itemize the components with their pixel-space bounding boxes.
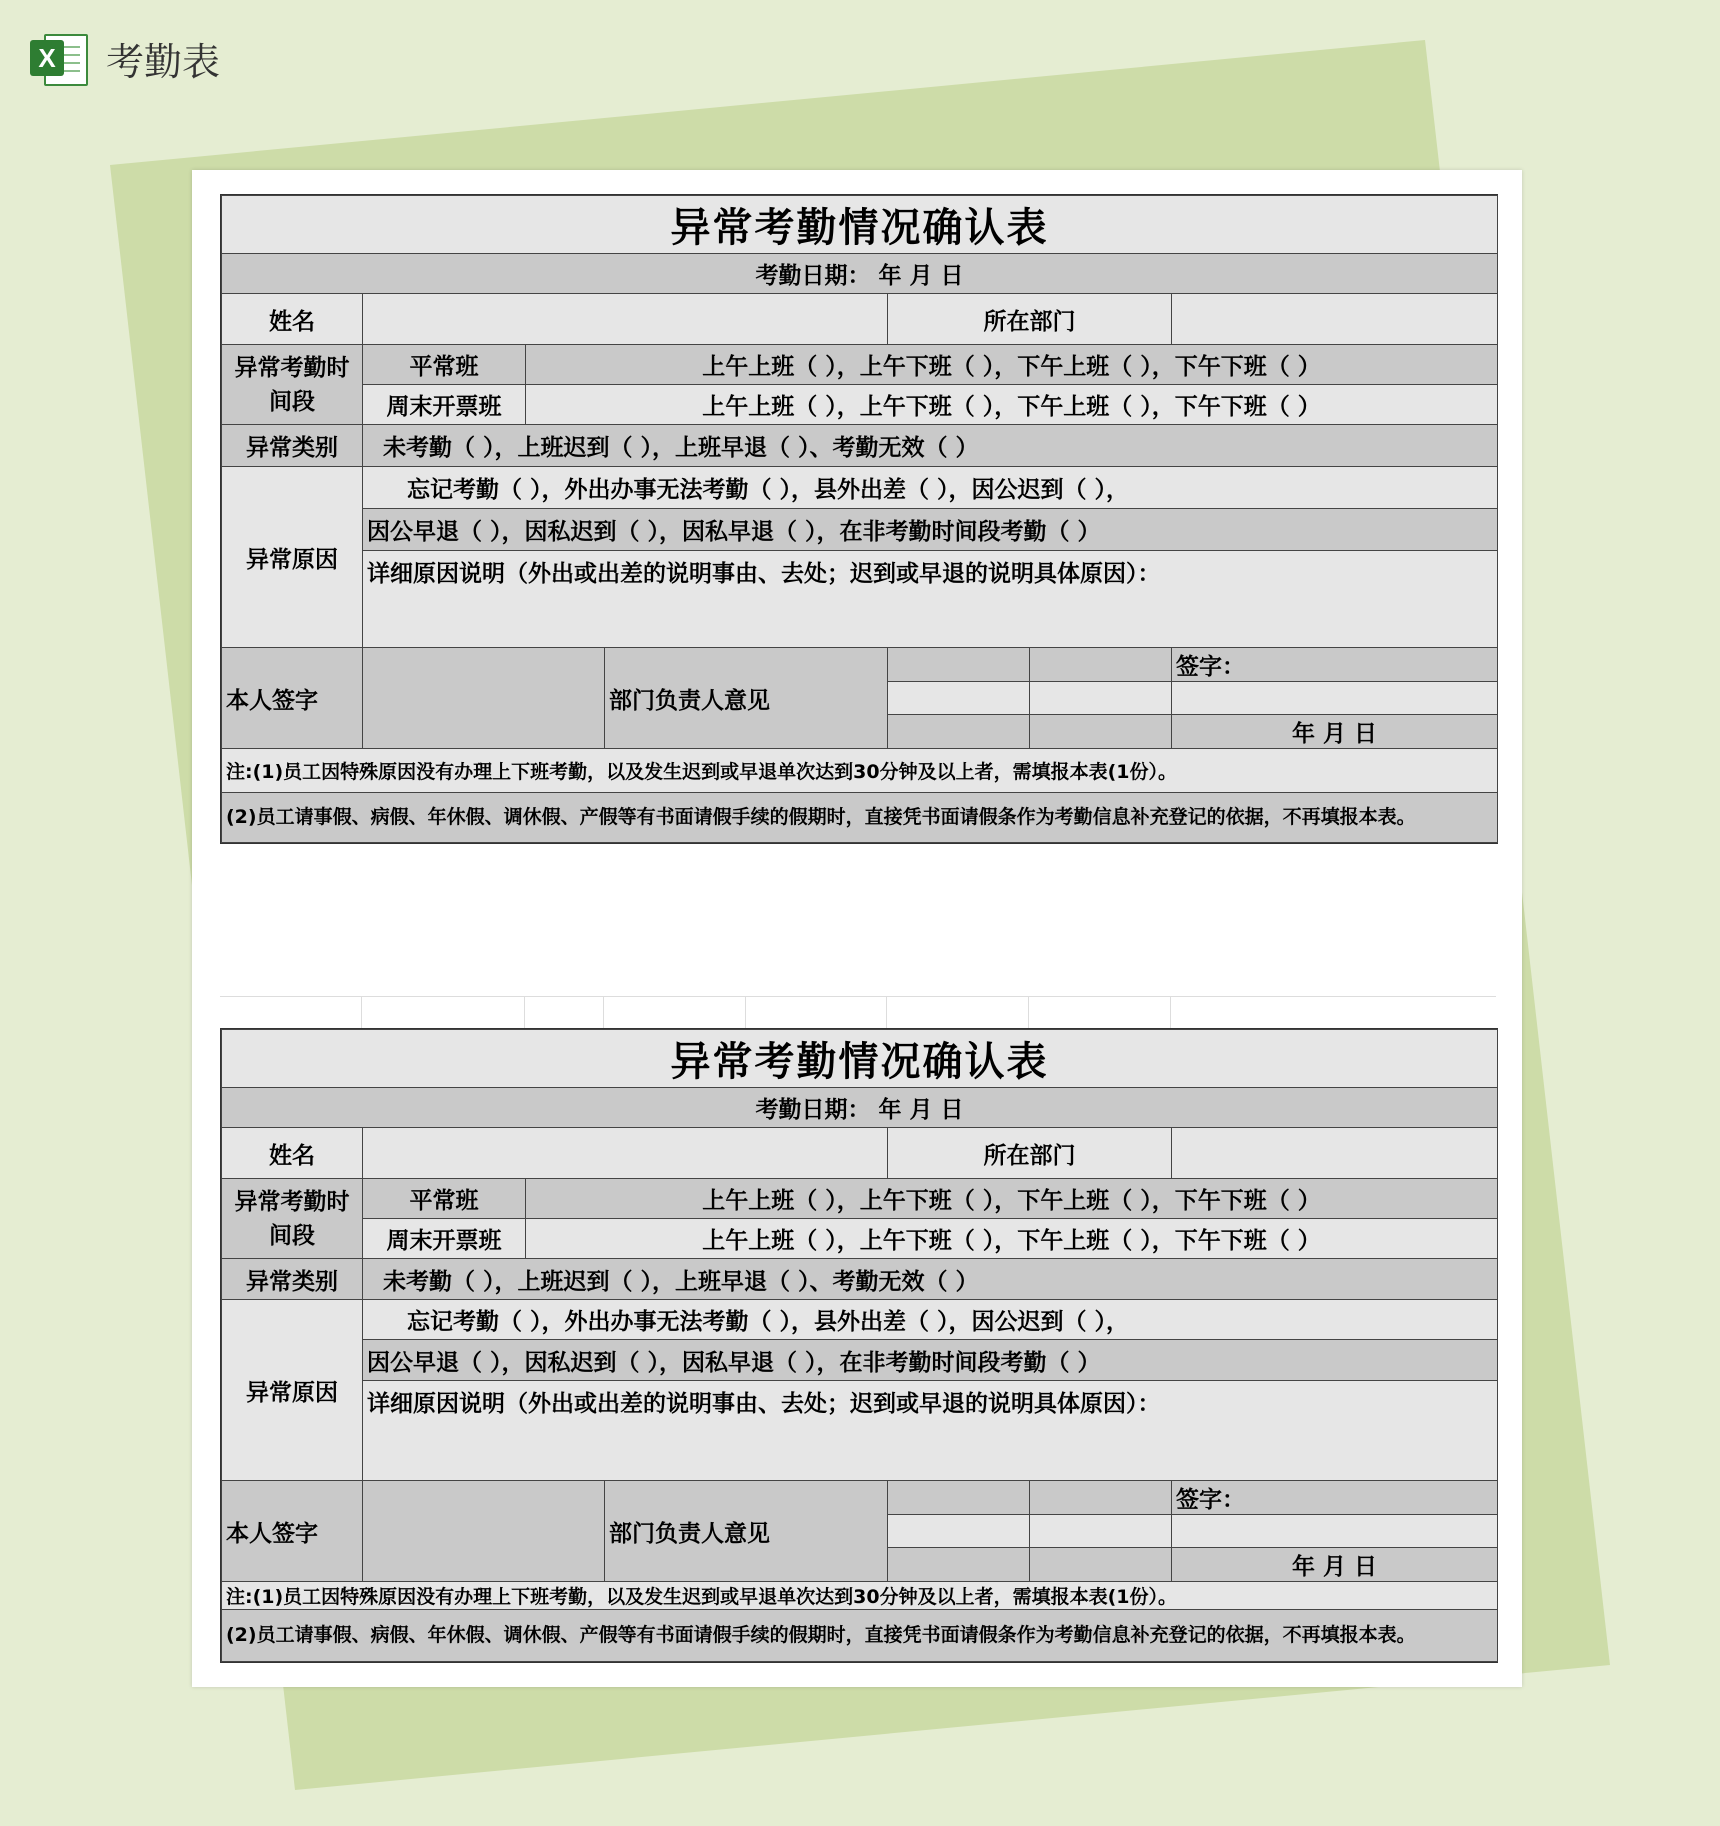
weekend-shift-value[interactable]: 上午上班（ ），上午下班（ ），下午上班（ ），下午下班（ ）	[526, 385, 1498, 425]
self-sign-field[interactable]	[363, 1481, 605, 1582]
dept-opinion-label: 部门负责人意见	[605, 648, 888, 749]
reason-detail[interactable]: 详细原因说明（外出或出差的说明事由、去处；迟到或早退的说明具体原因）：	[363, 1381, 1498, 1481]
regular-shift-value[interactable]: 上午上班（ ），上午下班（ ），下午上班（ ），下午下班（ ）	[526, 1179, 1498, 1219]
reason-label: 异常原因	[222, 1300, 363, 1481]
weekend-shift-value[interactable]: 上午上班（ ），上午下班（ ），下午上班（ ），下午下班（ ）	[526, 1219, 1498, 1259]
self-sign-label: 本人签字	[222, 1481, 363, 1582]
note-2: (2)员工请事假、病假、年休假、调休假、产假等有书面请假手续的假期时，直接凭书面请假条作为考勤信息补充登记的依据，不再填报本表。	[222, 793, 1498, 843]
type-value[interactable]: 未考勤（ ），上班迟到（ ），上班早退（ ）、考勤无效（ ）	[363, 425, 1498, 467]
attendance-form-2	[220, 1028, 1498, 1663]
note-1: 注:(1)员工因特殊原因没有办理上下班考勤，以及发生迟到或早退单次达到30分钟及以上者，需填报本表(1份）。	[222, 749, 1498, 793]
date-line: 考勤日期： 年 月 日	[222, 254, 1498, 294]
reason-line-2[interactable]: 因公早退（ ），因私迟到（ ），因私早退（ ），在非考勤时间段考勤（ ）	[363, 509, 1498, 551]
form-title: 异常考勤情况确认表	[222, 1030, 1498, 1088]
sign-date: 年 月 日	[1172, 1548, 1498, 1582]
reason-detail[interactable]: 详细原因说明（外出或出差的说明事由、去处；迟到或早退的说明具体原因）：	[363, 551, 1498, 648]
regular-shift-label: 平常班	[363, 345, 526, 385]
reason-line-1[interactable]: 忘记考勤（ ），外出办事无法考勤（ ），县外出差（ ），因公迟到（ ），	[363, 467, 1498, 509]
reason-line-2[interactable]: 因公早退（ ），因私迟到（ ），因私早退（ ），在非考勤时间段考勤（ ）	[363, 1340, 1498, 1381]
name-label: 姓名	[222, 294, 363, 345]
sign-label: 签字：	[1172, 648, 1498, 682]
blank-row	[220, 996, 1496, 1029]
dept-opinion-label: 部门负责人意见	[605, 1481, 888, 1582]
type-label: 异常类别	[222, 1259, 363, 1300]
sign-label: 签字：	[1172, 1481, 1498, 1515]
dept-field[interactable]	[1172, 1128, 1498, 1179]
type-label: 异常类别	[222, 425, 363, 467]
dept-label: 所在部门	[888, 294, 1172, 345]
form-title: 异常考勤情况确认表	[222, 196, 1498, 254]
self-sign-field[interactable]	[363, 648, 605, 749]
sign-field[interactable]	[1172, 1515, 1498, 1548]
note-2: (2)员工请事假、病假、年休假、调休假、产假等有书面请假手续的假期时，直接凭书面请假条作为考勤信息补充登记的依据，不再填报本表。	[222, 1610, 1498, 1662]
app-title: 考勤表	[106, 39, 221, 84]
attendance-form-1	[220, 194, 1498, 844]
name-field[interactable]	[363, 1128, 888, 1179]
period-label: 异常考勤时间段	[222, 1179, 363, 1259]
weekend-shift-label: 周末开票班	[363, 385, 526, 425]
sign-field[interactable]	[1172, 682, 1498, 715]
reason-line-1[interactable]: 忘记考勤（ ），外出办事无法考勤（ ），县外出差（ ），因公迟到（ ），	[363, 1300, 1498, 1340]
excel-icon: X	[30, 30, 86, 86]
app-header	[30, 28, 220, 88]
reason-label: 异常原因	[222, 467, 363, 648]
sign-date: 年 月 日	[1172, 715, 1498, 749]
regular-shift-label: 平常班	[363, 1179, 526, 1219]
regular-shift-value[interactable]: 上午上班（ ），上午下班（ ），下午上班（ ），下午下班（ ）	[526, 345, 1498, 385]
note-1: 注:(1)员工因特殊原因没有办理上下班考勤，以及发生迟到或早退单次达到30分钟及以上者，需填报本表(1份）。	[222, 1582, 1498, 1610]
name-field[interactable]	[363, 294, 888, 345]
type-value[interactable]: 未考勤（ ），上班迟到（ ），上班早退（ ）、考勤无效（ ）	[363, 1259, 1498, 1300]
name-label: 姓名	[222, 1128, 363, 1179]
date-line: 考勤日期： 年 月 日	[222, 1088, 1498, 1128]
dept-label: 所在部门	[888, 1128, 1172, 1179]
weekend-shift-label: 周末开票班	[363, 1219, 526, 1259]
dept-field[interactable]	[1172, 294, 1498, 345]
period-label: 异常考勤时间段	[222, 345, 363, 425]
self-sign-label: 本人签字	[222, 648, 363, 749]
document-page	[192, 170, 1522, 1687]
